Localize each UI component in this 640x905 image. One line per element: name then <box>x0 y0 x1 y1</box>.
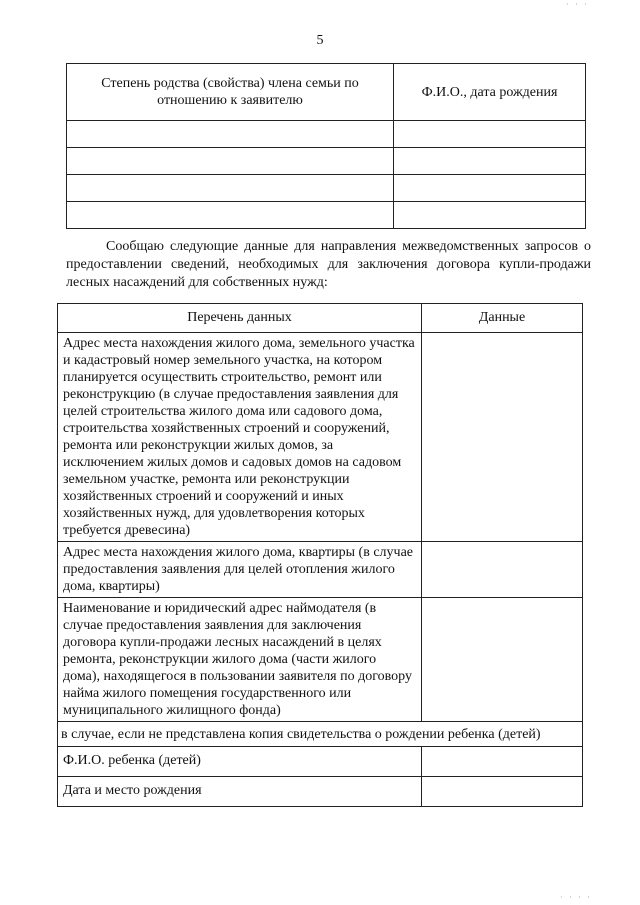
relationship-header: Степень родства (свойства) члена семьи по отношению к заявителю <box>67 64 394 121</box>
table-row <box>67 148 586 175</box>
intro-paragraph: Сообщаю следующие данные для направления межведомственных запросов о предоставлении сведений, необходимых для заключения договора купли-продажи лесных насаждений для собственных нужд: <box>66 239 591 290</box>
heating-address-value[interactable] <box>422 542 583 598</box>
relationship-cell[interactable] <box>67 175 394 202</box>
table-row <box>58 542 583 598</box>
relationship-cell[interactable] <box>67 202 394 229</box>
table-row <box>67 202 586 229</box>
relationship-cell[interactable] <box>67 121 394 148</box>
table-row <box>58 598 583 722</box>
land-plot-address-label: Адрес места нахождения жилого дома, земельного участка и кадастровый номер земельного участка, на котором планируется осуществить строительство, ремонт или реконструкцию (в случае предоставления заявления для целей строительства жилого дома или садового дома, строительства хозяйственных строений и сооружений, ремонта или реконструкции жилых домов, за исключением жилых домов и садовых домов на садовом земельном участке, ремонта или реконструкции хозяйственных строений и сооружений и иных хозяйственных нужд, для удовлетворения которых требуется древесина) <box>58 333 422 542</box>
table-row <box>58 333 583 542</box>
table-row <box>58 747 583 777</box>
birth-date-place-label: Дата и место рождения <box>58 777 422 807</box>
name-birthdate-cell[interactable] <box>394 202 586 229</box>
name-birthdate-header: Ф.И.О., дата рождения <box>394 64 586 121</box>
scan-artifact-top: · · · <box>566 0 589 9</box>
scan-artifact-bottom: · · · · <box>560 893 592 902</box>
data-value-header: Данные <box>422 304 583 333</box>
table-row <box>67 175 586 202</box>
name-birthdate-cell[interactable] <box>394 121 586 148</box>
section-note-row <box>58 722 583 747</box>
relationship-cell[interactable] <box>67 148 394 175</box>
birth-date-place-value[interactable] <box>422 777 583 807</box>
child-name-value[interactable] <box>422 747 583 777</box>
heating-address-label: Адрес места нахождения жилого дома, квартиры (в случае предоставления заявления для целей отопления жилого дома, квартиры) <box>58 542 422 598</box>
land-plot-address-value[interactable] <box>422 333 583 542</box>
child-name-label: Ф.И.О. ребенка (детей) <box>58 747 422 777</box>
child-section-note: в случае, если не представлена копия свидетельства о рождении ребенка (детей) <box>58 722 583 747</box>
table-row <box>58 777 583 807</box>
page-number: 5 <box>316 33 324 48</box>
name-birthdate-cell[interactable] <box>394 148 586 175</box>
landlord-value[interactable] <box>422 598 583 722</box>
data-list-header: Перечень данных <box>58 304 422 333</box>
request-data-table <box>57 303 583 807</box>
family-members-table <box>66 63 586 229</box>
landlord-label: Наименование и юридический адрес наймодателя (в случае предоставления заявления для заключения договора купли-продажи лесных насаждений в целях ремонта, реконструкции жилого дома (части жилого дома), находящегося в пользовании заявителя по договору найма жилого помещения государственного или муниципального жилищного фонда) <box>58 598 422 722</box>
name-birthdate-cell[interactable] <box>394 175 586 202</box>
family-table-header <box>67 64 586 121</box>
table-row <box>67 121 586 148</box>
data-table-header <box>58 304 583 333</box>
